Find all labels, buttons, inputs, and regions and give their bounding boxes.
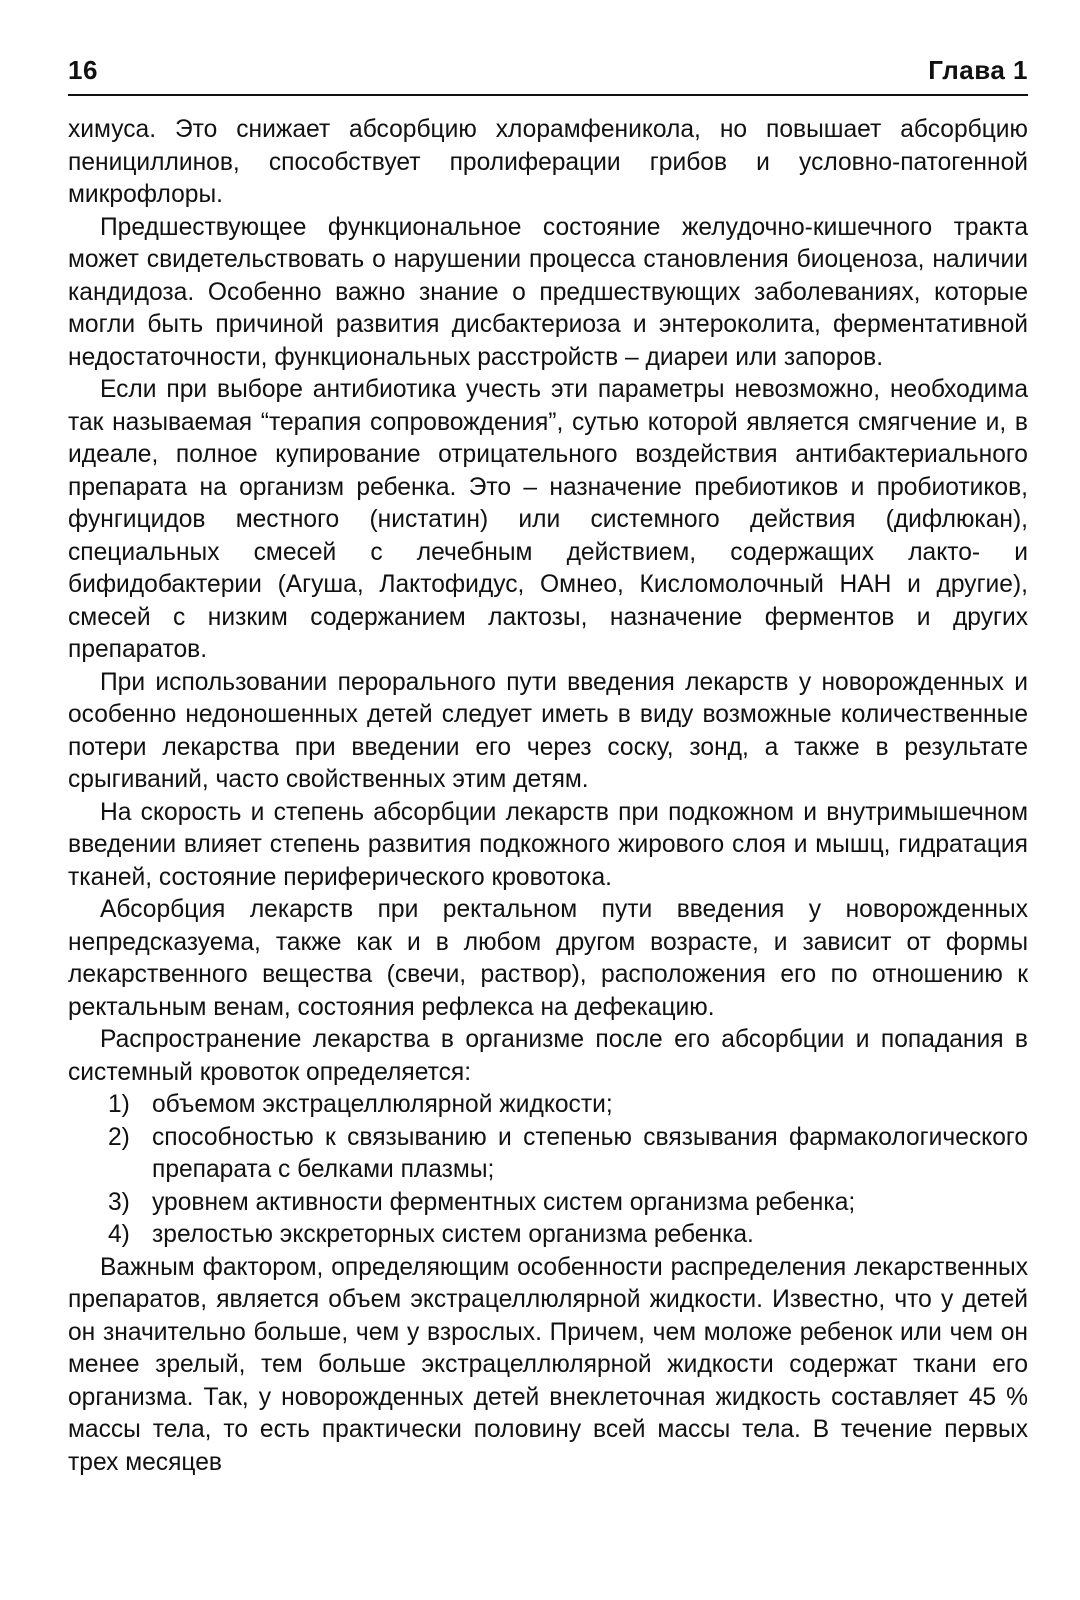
paragraph: При использовании перорального пути введения лекарств у новорожденных и особенно недоношенных детей следует иметь в виду возможные количественные потери лекарства при введении его через соску, зонд, а также в результате срыгиваний, часто свойственных этим детям. bbox=[68, 668, 1028, 793]
list-item-text: зрелостью экскреторных систем организма ребенка. bbox=[152, 1221, 754, 1248]
list-item bbox=[68, 1219, 1028, 1252]
list-number: 2) bbox=[108, 1123, 130, 1151]
list-item bbox=[68, 1187, 1028, 1220]
list-number: 1) bbox=[108, 1091, 130, 1118]
numbered-list bbox=[68, 1089, 1028, 1252]
paragraph: Распространение лекарства в организме после его абсорбции и попадания в системный кровоток определяется: bbox=[68, 1026, 1028, 1086]
chapter-title: Глава 1 bbox=[928, 55, 1028, 85]
list-number: 4) bbox=[108, 1221, 130, 1248]
paragraph: На скорость и степень абсорбции лекарств при подкожном и внутримышечном введении влияет степень развития подкожного жирового слоя и мышц, гидратация тканей, состояние периферического кровотока. bbox=[68, 798, 1028, 891]
list-item-text: объемом экстрацеллюлярной жидкости; bbox=[152, 1091, 613, 1118]
list-item bbox=[68, 1089, 1028, 1122]
list-item bbox=[68, 1122, 1028, 1187]
page-number: 16 bbox=[68, 55, 98, 85]
running-header bbox=[68, 50, 1028, 96]
paragraph-continuation: химуса. Это снижает абсорбцию хлорамфеникола, но повышает абсорбцию пенициллинов, способствует пролиферации грибов и условно-патогенной микрофлоры. bbox=[68, 116, 1028, 208]
paragraph: Предшествующее функциональное состояние желудочно-кишечного тракта может свидетельствовать о нарушении процесса становления биоценоза, наличии кандидоза. Особенно важно знание о предшествующих заболеваниях, которые могли быть причиной развития дисбактериоза и энтероколита, ферментативной недостаточности, функциональных расстройств – диареи или запоров. bbox=[68, 213, 1028, 371]
list-number: 3) bbox=[108, 1188, 130, 1216]
page-body bbox=[68, 114, 1028, 1479]
paragraph-continues: Важным фактором, определяющим особенности распределения лекарственных препаратов, является объем экстрацеллюлярной жидкости. Известно, что у детей он значительно больше, чем у взрослых. Причем, чем моложе ребенок или чем он менее зрелый, тем больше экстрацеллюлярной жидкости содержат ткани его организма. Так, у новорожденных детей внеклеточная жидкость составляет 45 % массы тела, то есть практически половину всей массы тела. В течение первых трех месяцев bbox=[68, 1253, 1028, 1476]
paragraph: Если при выборе антибиотика учесть эти параметры невозможно, необходима так называемая “терапия сопровождения”, сутью которой является смягчение и, в идеале, полное купирование отрицательного воздействия антибактериального препарата на организм ребенка. Это – назначение пребиотиков и пробиотиков, фунгицидов местного (нистатин) или системного действия (дифлюкан), специальных смесей с лечебным действием, содержащих лакто- и бифидобактерии (Агуша, Лактофидус, Омнео, Кисломолочный НАН и другие), смесей с низким содержанием лактозы, назначение ферментов и других препаратов. bbox=[68, 376, 1028, 663]
list-item-text: уровнем активности ферментных систем организма ребенка; bbox=[152, 1188, 856, 1216]
list-item-text: способностью к связыванию и степенью связывания фармакологического препарата с белками плазмы; bbox=[152, 1123, 1028, 1183]
paragraph: Абсорбция лекарств при ректальном пути введения у новорожденных непредсказуема, также как и в любом другом возрасте, и зависит от формы лекарственного вещества (свечи, раствор), расположения его по отношению к ректальным венам, состояния рефлекса на дефекацию. bbox=[68, 896, 1028, 1021]
